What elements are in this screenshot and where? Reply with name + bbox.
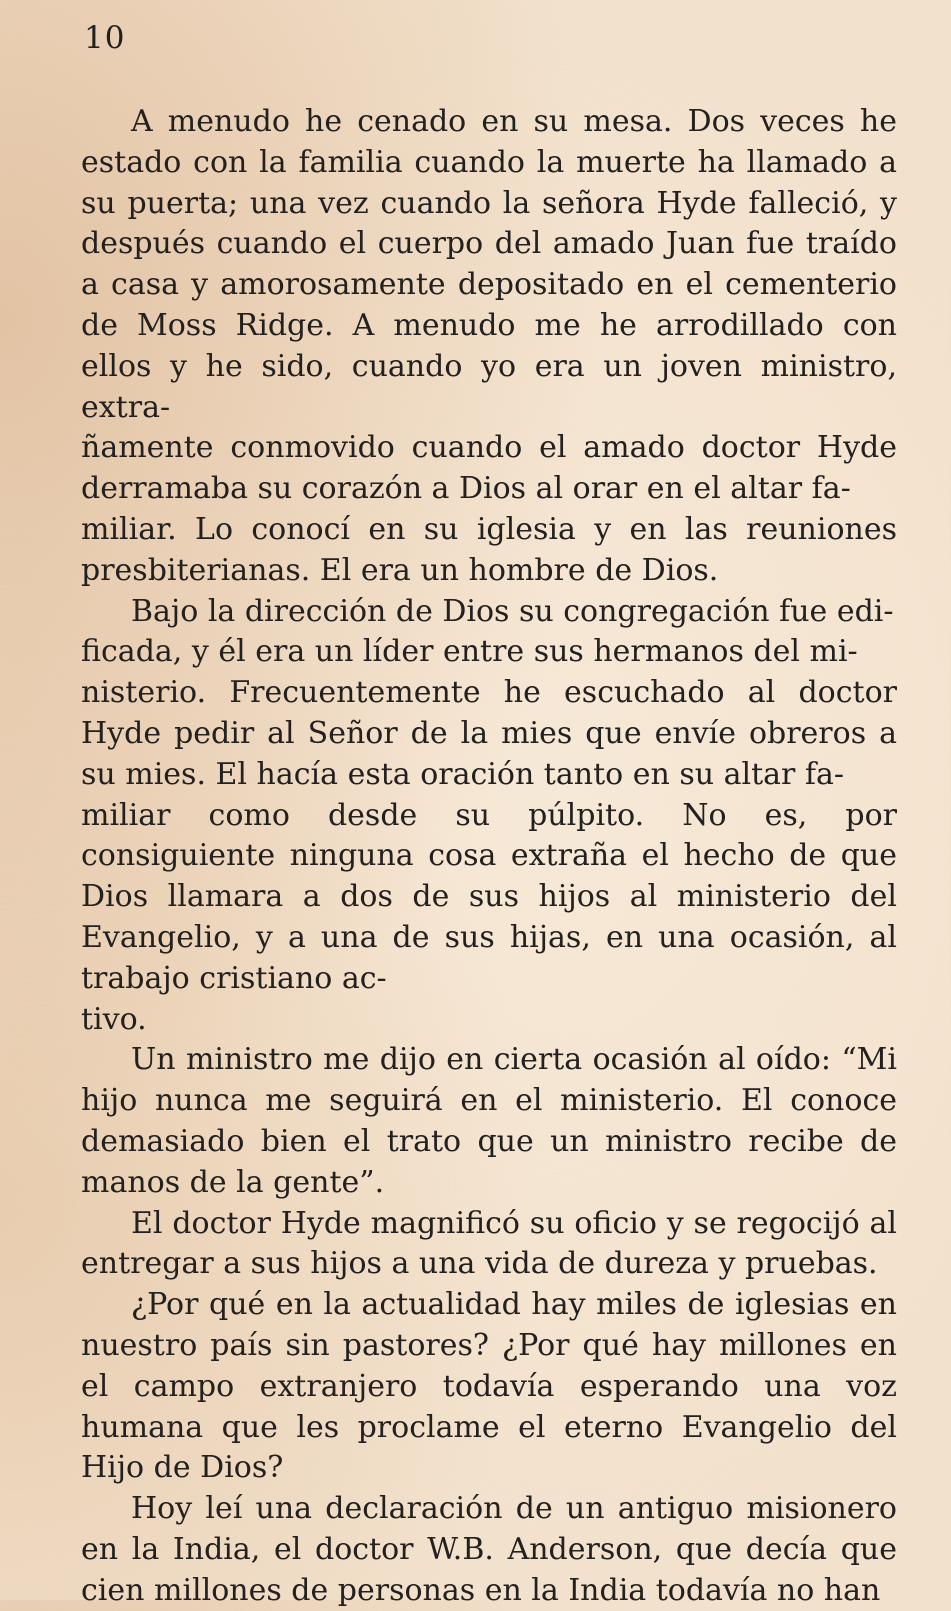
paragraph-6: Hoy leí una declaración de un antiguo misionero en la India, el doctor W.B. Anderson, que decía que cien millones de personas en la India todavía no han — [81, 1491, 897, 1608]
paragraph-3: Un ministro me dijo en cierta ocasión al oído: “Mi hijo nunca me seguirá en el ministerio. El conoce demasiado bien el trato que un ministro recibe de manos de la gente”. — [81, 1042, 897, 1200]
page-body-text — [81, 102, 897, 1608]
page-number: 10 — [84, 20, 126, 56]
paragraph-2: Bajo la dirección de Dios su congregación fue edi- ficada, y él era un líder entre sus hermanos del mi- nisterio. Frecuentemente he escuchado al doctor Hyde pedir al Señor de la mies que envíe obreros a su mies. El hacía esta oración tanto en su altar fa- miliar como desde su púlpito. No es, por consiguiente ninguna cosa extraña el hecho de que Dios llamara a dos de sus hijos al ministerio del Evangelio, y a una de sus hijas, en una ocasión, al trabajo cristiano ac- tivo. — [81, 593, 897, 1037]
paragraph-4: El doctor Hyde magnificó su oficio y se regocijó al entregar a sus hijos a una vida de dureza y pruebas. — [81, 1205, 897, 1282]
paragraph-5: ¿Por qué en la actualidad hay miles de iglesias en nuestro país sin pastores? ¿Por qué hay millones en el campo extranjero todavía esperando una voz humana que les proclame el eterno Evangelio del Hijo de Dios? — [81, 1287, 897, 1486]
paragraph-1: A menudo he cenado en su mesa. Dos veces he estado con la familia cuando la muerte ha llamado a su puerta; una vez cuando la señora Hyde falleció, y después cuando el cuerpo del amado Juan fue traído a casa y amorosamente depositado en el cementerio de Moss Ridge. A menudo me he arrodillado con ellos y he sido, cuando yo era un joven ministro, extra- ñamente conmovido cuando el amado doctor Hyde derramaba su corazón a Dios al orar en el altar fa- miliar. Lo conocí en su iglesia y en las reuniones presbiterianas. El era un hombre de Dios. — [81, 104, 897, 588]
